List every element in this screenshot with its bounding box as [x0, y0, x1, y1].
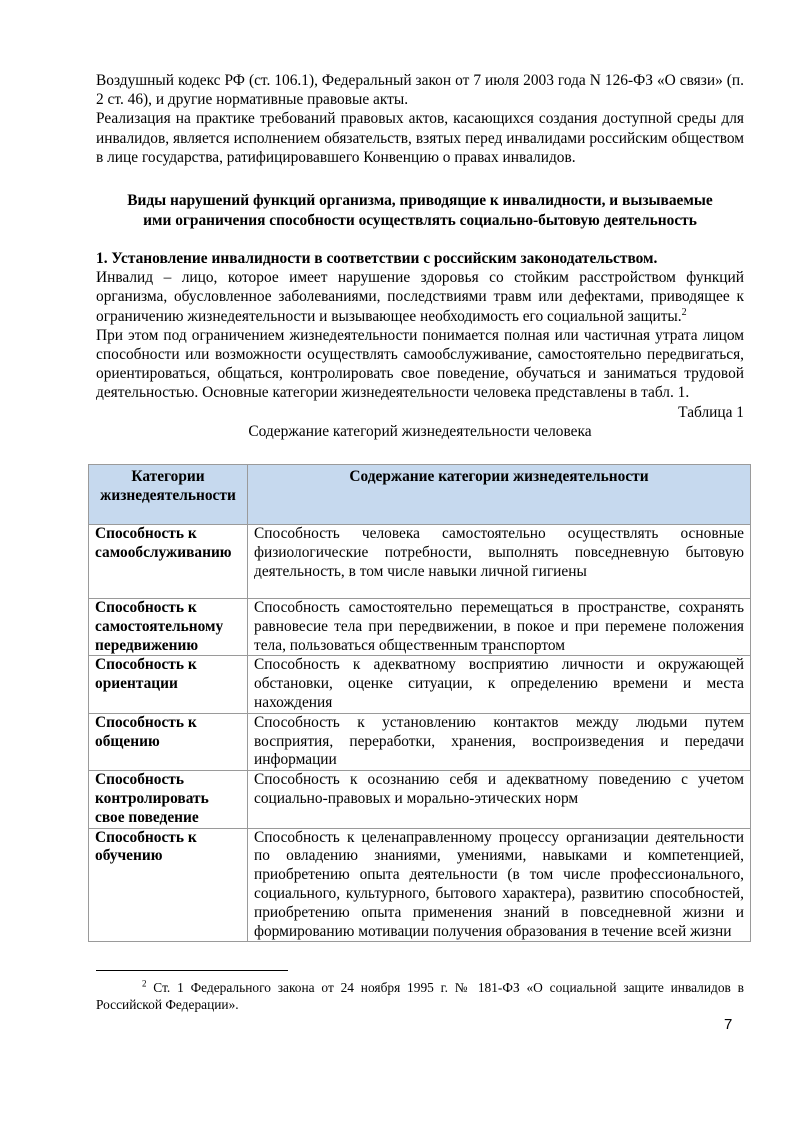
table-cell-content: Способность к установлению контактов между людьми путем восприятия, переработки, хранения, воспроизведения и передачи информации — [248, 713, 751, 770]
section-heading — [96, 191, 744, 230]
section-1-paragraph-2: При этом под ограничением жизнедеятельности понимается полная или частичная утрата лицом способности или возможности осуществлять самообслуживание, самостоятельно передвигаться, ориентироваться, общаться, контролировать свое поведение, обучаться и заниматься трудовой деятельностью. Основные категории жизнедеятельности человека представлены в табл. 1. — [96, 326, 744, 402]
table-row — [89, 599, 751, 656]
intro-paragraph-2: Реализация на практике требований правовых актов, касающихся создания доступной среды для инвалидов, является исполнением обязательств, взятых перед инвалидами российским обществом в лице государства, ратифицировавшего Конвенцию о правах инвалидов. — [96, 110, 744, 166]
footnote-separator — [96, 970, 288, 971]
page-content — [96, 71, 744, 455]
table-label: Таблица 1 — [678, 403, 744, 421]
table-cell-content: Способность самостоятельно перемещаться в пространстве, сохранять равновесие тела при передвижении, в покое и при перемене положения тела, пользоваться общественным транспортом — [248, 599, 751, 656]
table-cell-category: Способность к самообслуживанию — [89, 525, 248, 599]
table-cell-category: Способность к самостоятельному передвижению — [89, 599, 248, 656]
life-activity-categories-table — [88, 464, 751, 942]
table-row — [89, 828, 751, 942]
table-caption: Содержание категорий жизнедеятельности человека — [248, 422, 592, 440]
table-header-category: Категории жизнедеятельности — [89, 465, 248, 525]
table-cell-category: Способность контролировать свое поведение — [89, 771, 248, 828]
page-number: 7 — [724, 1016, 733, 1033]
section-1-paragraph-1-text: Инвалид – лицо, которое имеет нарушение здоровья со стойким расстройством функций организма, обусловленное заболеваниями, последствиями травм или дефектами, приводящее к ограничению жизнедеятельности и вызывающее необходимость его социальной защиты. — [96, 269, 744, 325]
intro-paragraph-1: Воздушный кодекс РФ (ст. 106.1), Федеральный закон от 7 июля 2003 года N 126-ФЗ «О связи» (п. 2 ст. 46), и другие нормативные правовые акты. — [96, 72, 744, 109]
section-1-paragraph-1 — [96, 268, 744, 326]
table-cell-category: Способность к общению — [89, 713, 248, 770]
table-row — [89, 656, 751, 713]
section-1-title: 1. Установление инвалидности в соответствии с российским законодательством. — [96, 250, 658, 268]
table-cell-category: Способность к обучению — [89, 828, 248, 942]
table-header-row — [89, 465, 751, 525]
footnote — [96, 979, 744, 1013]
table-header-content: Содержание категории жизнедеятельности — [248, 465, 751, 525]
table-row — [89, 771, 751, 828]
table-row — [89, 713, 751, 770]
section-heading-line-1: Виды нарушений функций организма, приводящие к инвалидности, и вызываемые — [127, 192, 713, 210]
table-cell-content: Способность к осознанию себя и адекватному поведению с учетом социально-правовых и морально-этических норм — [248, 771, 751, 828]
table-cell-content: Способность к адекватному восприятию личности и окружающей обстановки, оценке ситуации, к определению времени и места нахождения — [248, 656, 751, 713]
table-row — [89, 525, 751, 599]
table-cell-content: Способность к целенаправленному процессу организации деятельности по овладению знаниями, умениями, навыками и компетенцией, приобретению опыта деятельности (в том числе профессионального, социального, культурного, бытового характера), развитию способностей, приобретению опыта применения знаний в повседневной жизни и формированию мотивации получения образования в течение всей жизни — [248, 828, 751, 942]
footnote-text: Ст. 1 Федерального закона от 24 ноября 1995 г. № 181-ФЗ «О социальной защите инвалидов в Российской Федерации». — [96, 980, 744, 1012]
footnote-reference[interactable]: 2 — [681, 306, 687, 318]
table-cell-category: Способность к ориентации — [89, 656, 248, 713]
table-cell-content: Способность человека самостоятельно осуществлять основные физиологические потребности, выполнять повседневную бытовую деятельность, в том числе навыки личной гигиены — [248, 525, 751, 599]
section-heading-line-2: ими ограничения способности осуществлять социально-бытовую деятельность — [143, 211, 697, 229]
footnote-number: 2 — [142, 978, 147, 989]
